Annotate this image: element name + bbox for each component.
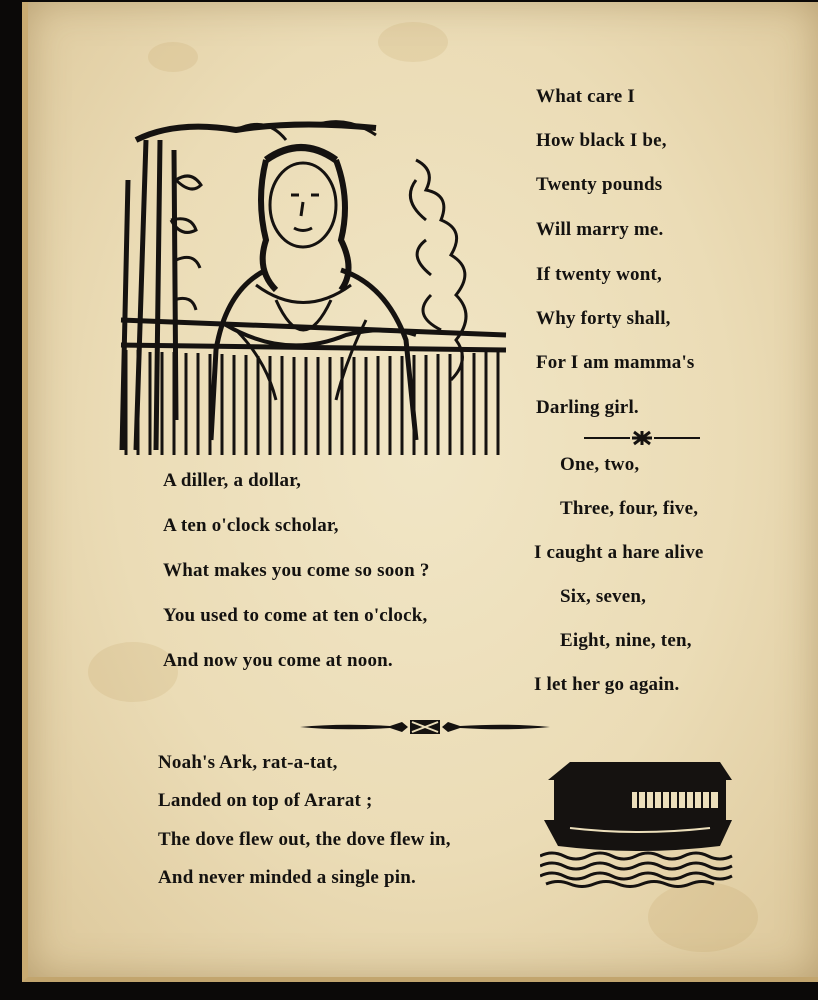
verse-line: Noah's Ark, rat-a-tat, <box>158 752 338 773</box>
verse-line: One, two, <box>560 454 640 475</box>
verse-line: Darling girl. <box>536 397 639 418</box>
verse-line: And never minded a single pin. <box>158 867 416 888</box>
verse-line: Landed on top of Ararat ; <box>158 790 373 811</box>
ark-woodcut-illustration <box>540 758 736 888</box>
verse-line: How black I be, <box>536 130 667 151</box>
verse-line: The dove flew out, the dove flew in, <box>158 829 451 850</box>
verse-line: I let her go again. <box>534 674 680 695</box>
verse-line: You used to come at ten o'clock, <box>163 605 428 626</box>
verse-line: I caught a hare alive <box>534 542 704 563</box>
verse-noahs-ark <box>158 752 558 912</box>
verse-line: Three, four, five, <box>560 498 699 519</box>
verse-one-two <box>534 454 804 714</box>
verse-diller-dollar <box>163 470 533 680</box>
verse-line: And now you come at noon. <box>163 650 393 671</box>
verse-line: Eight, nine, ten, <box>560 630 692 651</box>
verse-line: A diller, a dollar, <box>163 470 302 491</box>
verse-line: What makes you come so soon ? <box>163 560 430 581</box>
divider-ornament-small <box>584 430 700 446</box>
girl-woodcut-illustration <box>116 120 516 460</box>
verse-line: What care I <box>536 86 635 107</box>
verse-line: A ten o'clock scholar, <box>163 515 339 536</box>
verse-darling-girl <box>536 86 806 426</box>
verse-line: If twenty wont, <box>536 264 662 285</box>
verse-line: Will marry me. <box>536 219 664 240</box>
divider-ornament-large <box>300 716 550 738</box>
verse-line: Why forty shall, <box>536 308 671 329</box>
verse-line: Six, seven, <box>560 586 647 607</box>
verse-line: Twenty pounds <box>536 174 663 195</box>
book-page <box>22 2 818 982</box>
verse-line: For I am mamma's <box>536 352 695 373</box>
